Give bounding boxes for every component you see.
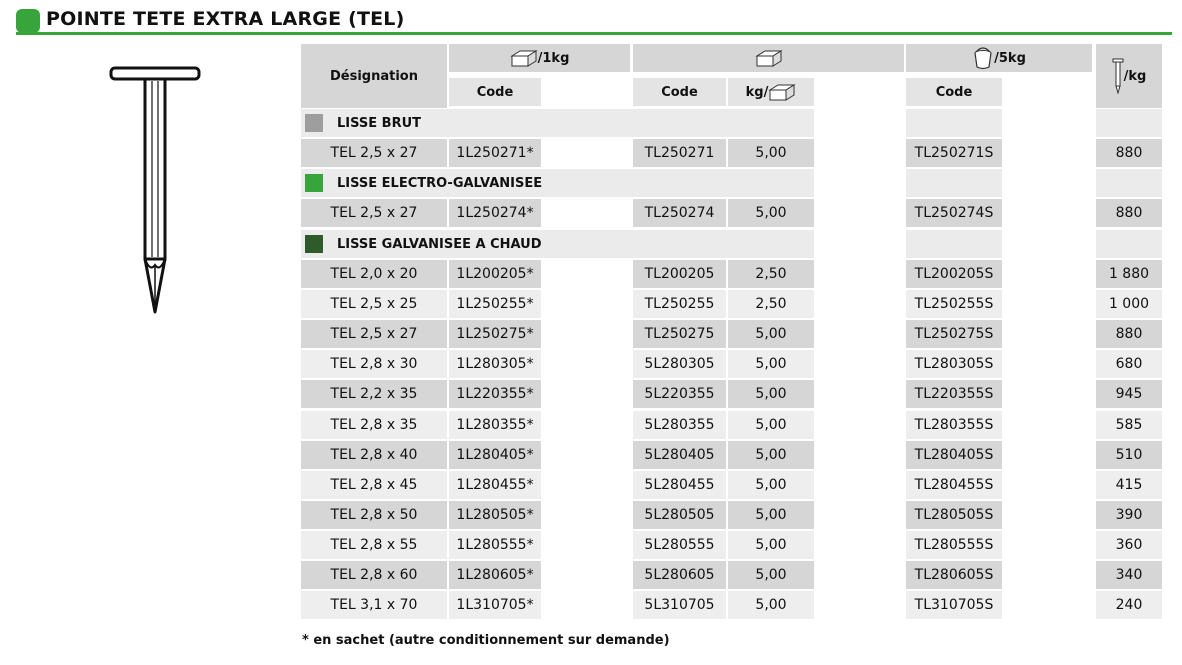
cell-kg-per-box: 5,00: [728, 350, 814, 378]
category-text: LISSE BRUT: [337, 115, 422, 131]
cell-kg-per-box: 5,00: [728, 199, 814, 227]
bucket-icon: [972, 46, 994, 70]
cell-kg-per-box: 5,00: [728, 471, 814, 499]
category-swatch: [305, 114, 323, 132]
cell-designation: TEL 2,8 x 50: [301, 501, 447, 529]
category-label: [305, 169, 542, 197]
cell-designation: TEL 2,8 x 30: [301, 350, 447, 378]
header-suffix: kg/: [745, 84, 769, 100]
header-suffix: /5kg: [994, 50, 1026, 66]
box-icon: [510, 48, 538, 68]
cell-code-1kg: 1L280305*: [449, 350, 541, 378]
cell-code-1kg: 1L250275*: [449, 320, 541, 348]
header-designation: Désignation: [301, 44, 447, 108]
header-suffix: /1kg: [537, 50, 570, 66]
cell-code-1kg: 1L310705*: [449, 591, 541, 619]
header-suffix: /kg: [1123, 68, 1147, 84]
cell-code-1kg: 1L250271*: [449, 139, 541, 167]
cell-kg-per-box: 2,50: [728, 290, 814, 318]
cell-code-5kg: TL280605S: [906, 561, 1002, 589]
cell-count-per-kg: 240: [1096, 591, 1162, 619]
cell-code-box: TL250271: [633, 139, 726, 167]
category-row-bg: [906, 230, 1002, 258]
cell-code-5kg: TL200205S: [906, 260, 1002, 288]
category-row-bg: [1096, 230, 1162, 258]
cell-code-1kg: 1L280505*: [449, 501, 541, 529]
cell-code-1kg: 1L250274*: [449, 199, 541, 227]
cell-kg-per-box: 5,00: [728, 591, 814, 619]
cell-code-5kg: TL280555S: [906, 531, 1002, 559]
cell-code-1kg: 1L220355*: [449, 380, 541, 408]
cell-designation: TEL 2,0 x 20: [301, 260, 447, 288]
cell-count-per-kg: 880: [1096, 199, 1162, 227]
header-kg-per-box: [728, 78, 814, 106]
category-row-bg: [906, 109, 1002, 137]
cell-count-per-kg: 880: [1096, 320, 1162, 348]
header-code-1: Code: [449, 78, 541, 106]
cell-code-5kg: TL220355S: [906, 380, 1002, 408]
cell-count-per-kg: 1 880: [1096, 260, 1162, 288]
cell-kg-per-box: 5,00: [728, 320, 814, 348]
title-bar: [16, 6, 1172, 34]
cell-code-box: TL250255: [633, 290, 726, 318]
cell-code-5kg: TL280305S: [906, 350, 1002, 378]
cell-code-5kg: TL280505S: [906, 501, 1002, 529]
cell-code-1kg: 1L280355*: [449, 411, 541, 439]
cell-count-per-kg: 510: [1096, 441, 1162, 469]
cell-code-1kg: 1L200205*: [449, 260, 541, 288]
cell-code-5kg: TL280355S: [906, 411, 1002, 439]
cell-kg-per-box: 5,00: [728, 441, 814, 469]
cell-kg-per-box: 5,00: [728, 411, 814, 439]
header-pack-5kg: [906, 44, 1092, 72]
cell-code-1kg: 1L280605*: [449, 561, 541, 589]
category-row-bg: [1096, 169, 1162, 197]
cell-count-per-kg: 585: [1096, 411, 1162, 439]
title-underline: [16, 32, 1172, 35]
category-label: [305, 230, 542, 258]
category-swatch: [305, 235, 323, 253]
cell-count-per-kg: 415: [1096, 471, 1162, 499]
nail-icon: [1112, 58, 1124, 94]
cell-designation: TEL 2,8 x 55: [301, 531, 447, 559]
cell-code-5kg: TL250271S: [906, 139, 1002, 167]
cell-designation: TEL 2,2 x 35: [301, 380, 447, 408]
header-per-kg: [1096, 44, 1162, 108]
header-code-3: Code: [906, 78, 1002, 106]
header-pack-box: [633, 44, 904, 72]
cell-code-box: 5L280555: [633, 531, 726, 559]
cell-code-1kg: 1L280455*: [449, 471, 541, 499]
cell-code-box: 5L220355: [633, 380, 726, 408]
cell-code-5kg: TL250274S: [906, 199, 1002, 227]
cell-code-box: 5L280405: [633, 441, 726, 469]
cell-code-box: TL250275: [633, 320, 726, 348]
cell-designation: TEL 2,8 x 60: [301, 561, 447, 589]
category-swatch: [305, 174, 323, 192]
cell-code-5kg: TL310705S: [906, 591, 1002, 619]
cell-code-1kg: 1L280555*: [449, 531, 541, 559]
footnote: * en sachet (autre conditionnement sur demande): [302, 633, 670, 648]
cell-count-per-kg: 390: [1096, 501, 1162, 529]
cell-designation: TEL 2,5 x 27: [301, 320, 447, 348]
cell-code-box: 5L310705: [633, 591, 726, 619]
category-row-bg: [906, 169, 1002, 197]
category-label: [305, 109, 421, 137]
cell-kg-per-box: 2,50: [728, 260, 814, 288]
cell-kg-per-box: 5,00: [728, 139, 814, 167]
cell-designation: TEL 2,8 x 35: [301, 411, 447, 439]
cell-code-1kg: 1L250255*: [449, 290, 541, 318]
cell-code-box: 5L280605: [633, 561, 726, 589]
cell-code-box: TL250274: [633, 199, 726, 227]
cell-code-box: 5L280505: [633, 501, 726, 529]
cell-count-per-kg: 680: [1096, 350, 1162, 378]
cell-code-box: 5L280455: [633, 471, 726, 499]
cell-designation: TEL 2,8 x 45: [301, 471, 447, 499]
cell-count-per-kg: 880: [1096, 139, 1162, 167]
cell-designation: TEL 2,5 x 27: [301, 139, 447, 167]
cell-kg-per-box: 5,00: [728, 531, 814, 559]
cell-code-5kg: TL280405S: [906, 441, 1002, 469]
cell-count-per-kg: 340: [1096, 561, 1162, 589]
cell-count-per-kg: 1 000: [1096, 290, 1162, 318]
cell-code-1kg: 1L280405*: [449, 441, 541, 469]
cell-designation: TEL 2,5 x 25: [301, 290, 447, 318]
category-text: LISSE ELECTRO-GALVANISEE: [337, 175, 543, 191]
cell-count-per-kg: 945: [1096, 380, 1162, 408]
cell-kg-per-box: 5,00: [728, 380, 814, 408]
nail-illustration: [100, 60, 210, 320]
title-chip: [16, 9, 40, 33]
cell-kg-per-box: 5,00: [728, 501, 814, 529]
cell-designation: TEL 3,1 x 70: [301, 591, 447, 619]
cell-kg-per-box: 5,00: [728, 561, 814, 589]
box-icon: [768, 82, 796, 102]
cell-code-5kg: TL250255S: [906, 290, 1002, 318]
header-pack-1kg: [449, 44, 630, 72]
cell-count-per-kg: 360: [1096, 531, 1162, 559]
cell-code-box: 5L280305: [633, 350, 726, 378]
category-row-bg: [1096, 109, 1162, 137]
cell-code-box: TL200205: [633, 260, 726, 288]
box-icon: [755, 48, 783, 68]
page-title: POINTE TETE EXTRA LARGE (TEL): [46, 8, 405, 30]
cell-designation: TEL 2,8 x 40: [301, 441, 447, 469]
category-text: LISSE GALVANISEE A CHAUD: [337, 236, 542, 252]
cell-code-5kg: TL250275S: [906, 320, 1002, 348]
header-code-2: Code: [633, 78, 726, 106]
cell-code-5kg: TL280455S: [906, 471, 1002, 499]
cell-designation: TEL 2,5 x 27: [301, 199, 447, 227]
cell-code-box: 5L280355: [633, 411, 726, 439]
